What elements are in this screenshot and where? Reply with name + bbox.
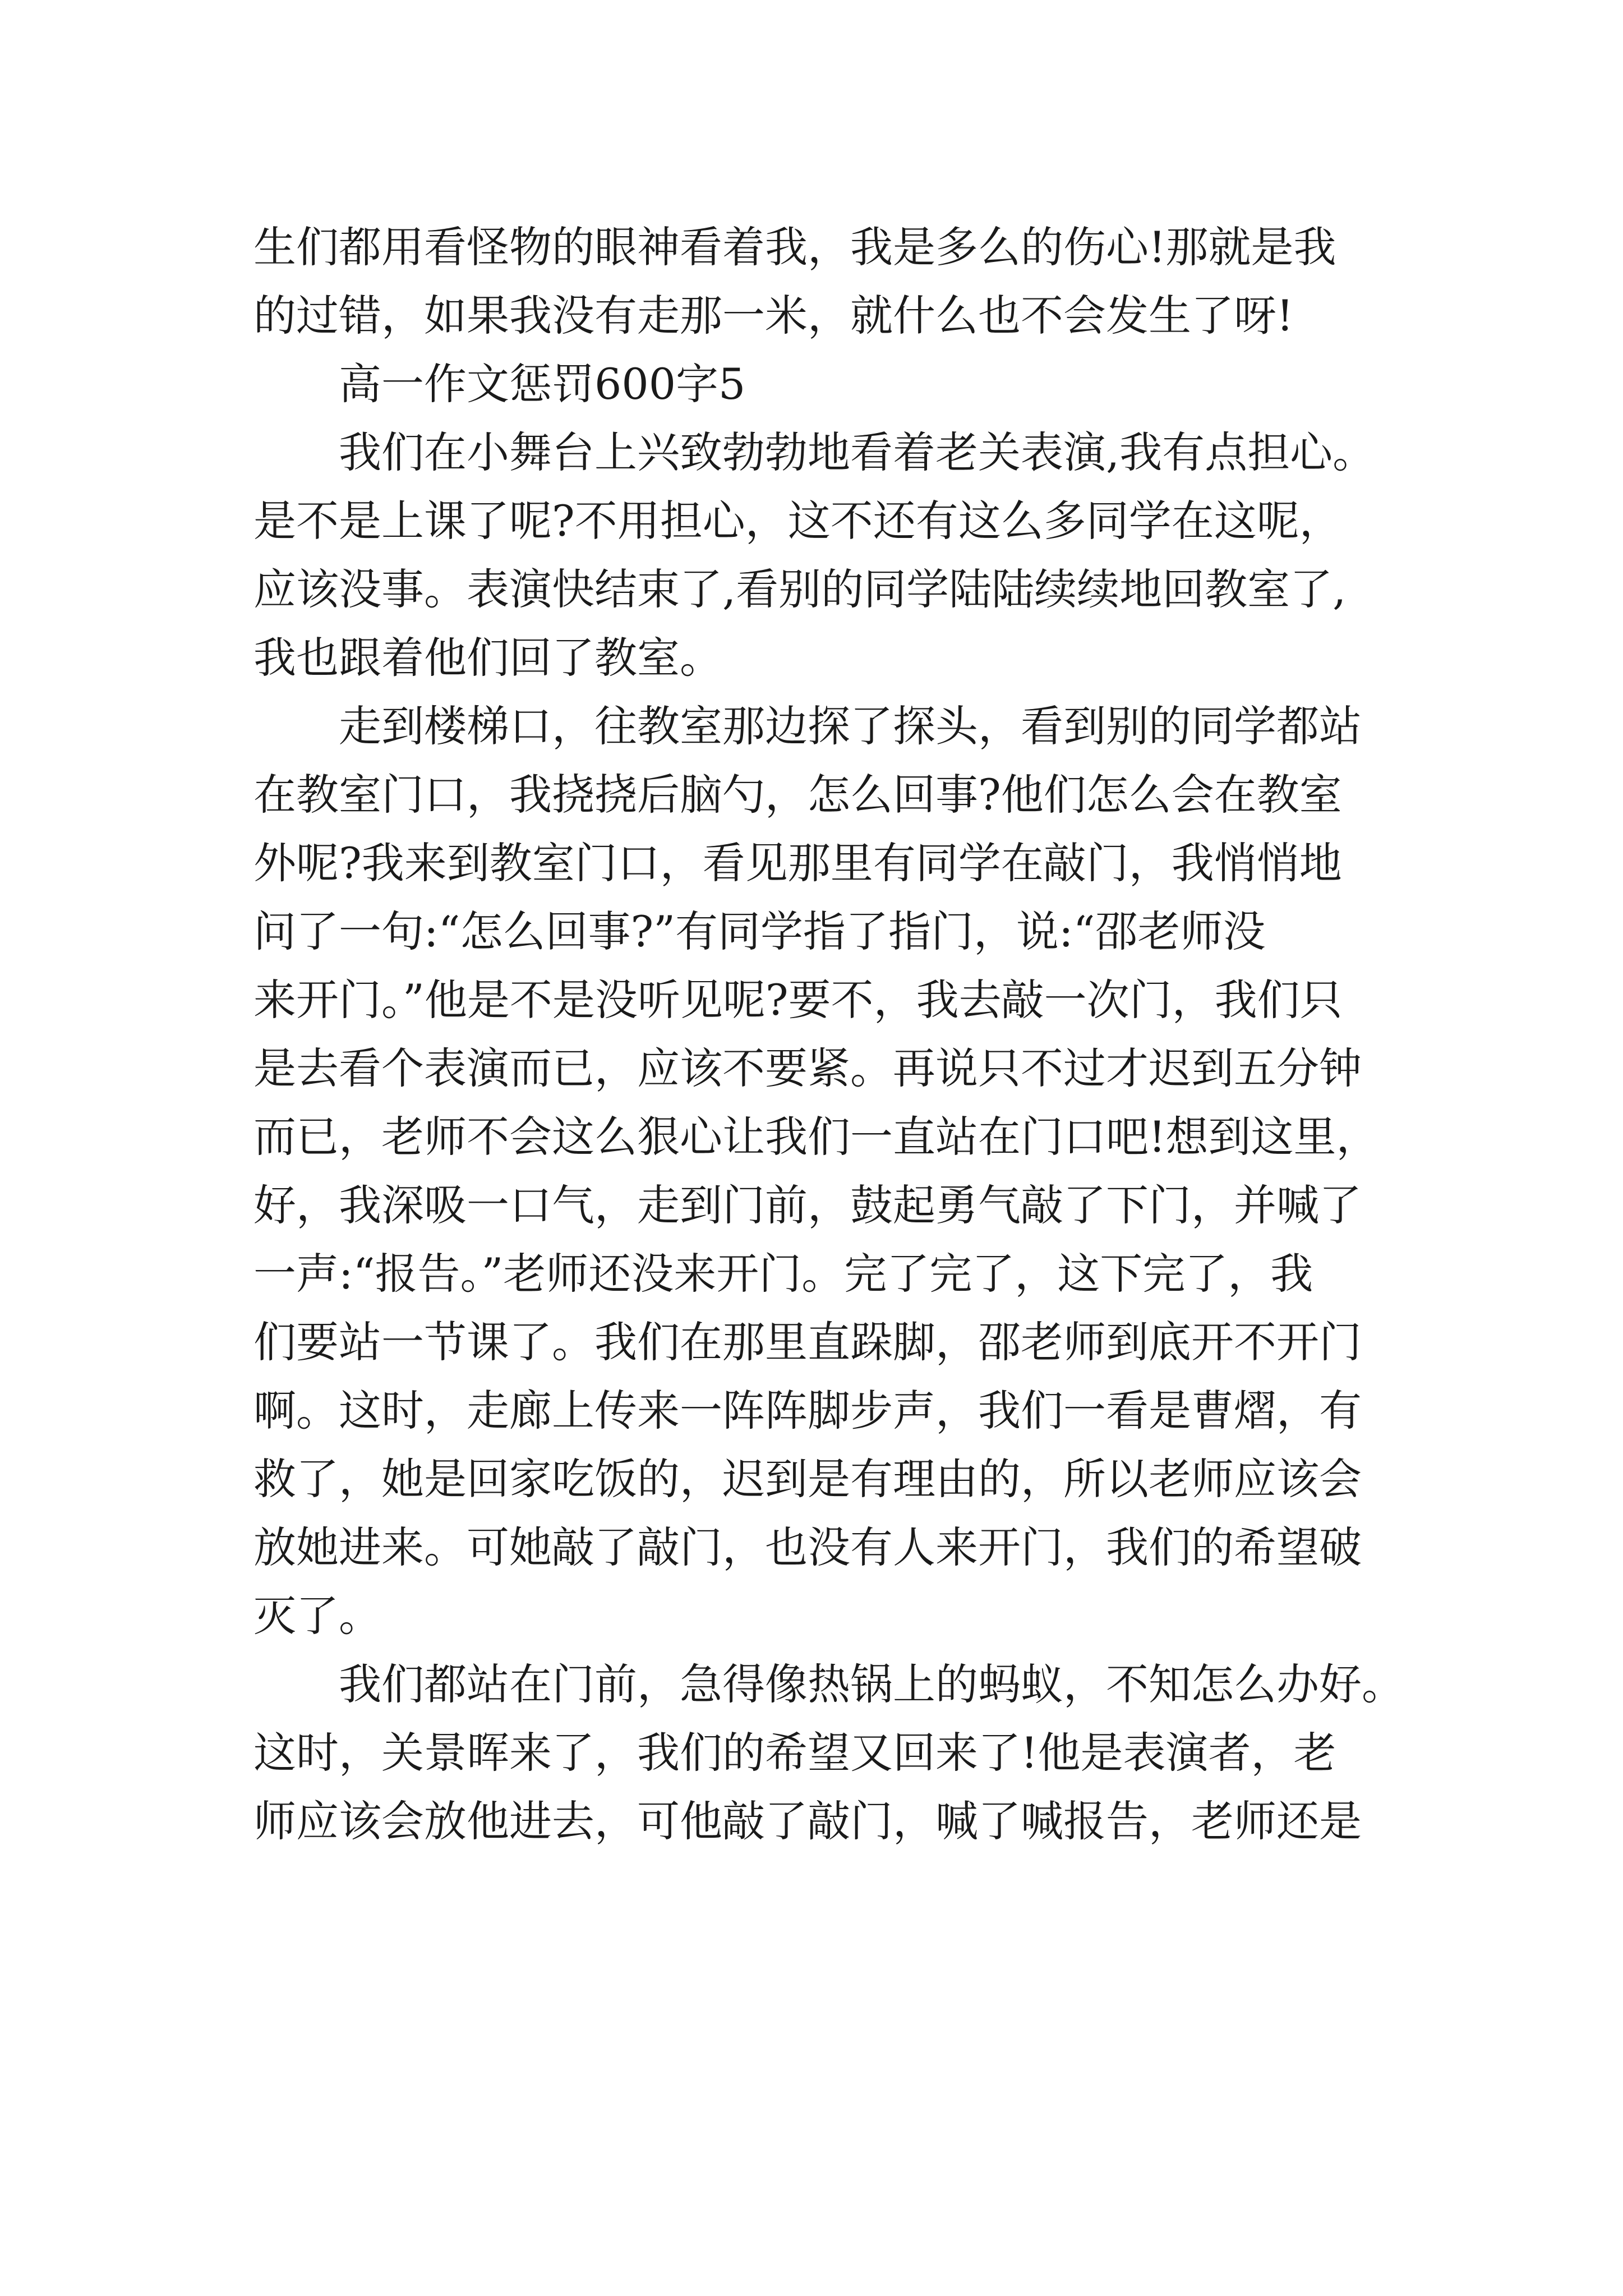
text-line: 而已，老师不会这么狠心让我们一直站在门口吧!想到这里，: [253, 1112, 1379, 1162]
text-line: 的过错，如果我没有走那一米，就什么也不会发生了呀!: [253, 291, 1294, 341]
text-line: 好，我深吸一口气，走到门前，鼓起勇气敲了下门，并喊了: [253, 1180, 1362, 1230]
text-line: 应该没事。表演快结束了,看别的同学陆陆续续地回教室了,: [253, 564, 1347, 614]
text-line: 灭了。: [253, 1591, 381, 1641]
text-line: 救了，她是回家吃饭的，迟到是有理由的，所以老师应该会: [253, 1454, 1362, 1504]
text-line: 是不是上课了呢?不用担心，这不还有这么多同学在这呢，: [253, 496, 1342, 546]
document-body: [253, 213, 1404, 1856]
text-line: 放她进来。可她敲了敲门，也没有人来开门，我们的希望破: [253, 1522, 1362, 1572]
text-line: 们要站一节课了。我们在那里直跺脚，邵老师到底开不开门: [253, 1317, 1362, 1367]
text-line: 我们都站在门前，急得像热锅上的蚂蚁，不知怎么办好。: [339, 1659, 1404, 1709]
text-line: 来开门。”他是不是没听见呢?要不，我去敲一次门，我们只: [253, 975, 1343, 1025]
text-line: 生们都用看怪物的眼神看着我，我是多么的伤心!那就是我: [253, 222, 1336, 272]
section-heading: 高一作文惩罚600字5: [339, 359, 746, 409]
text-line: 我也跟着他们回了教室。: [253, 633, 722, 683]
text-line: 外呢?我来到教室门口，看见那里有同学在敲门，我悄悄地: [253, 838, 1342, 888]
text-line: 在教室门口，我挠挠后脑勺，怎么回事?他们怎么会在教室: [253, 770, 1342, 820]
text-line: 一声:“报告。”老师还没来开门。完了完了，这下完了，我: [253, 1249, 1313, 1299]
text-line: 是去看个表演而已，应该不要紧。再说只不过才迟到五分钟: [253, 1043, 1362, 1093]
text-line: 啊。这时，走廊上传来一阵阵脚步声，我们一看是曹熠，有: [253, 1386, 1362, 1435]
text-line: 走到楼梯口，往教室那边探了探头，看到别的同学都站: [339, 701, 1362, 751]
text-line: 问了一句:“怎么回事?”有同学指了指门，说:“邵老师没: [253, 907, 1266, 956]
text-line: 我们在小舞台上兴致勃勃地看着老关表演,我有点担心。: [339, 427, 1376, 477]
text-line: 师应该会放他进去，可他敲了敲门，喊了喊报告，老师还是: [253, 1796, 1362, 1846]
text-line: 这时，关景晖来了，我们的希望又回来了!他是表演者，老: [253, 1728, 1336, 1778]
